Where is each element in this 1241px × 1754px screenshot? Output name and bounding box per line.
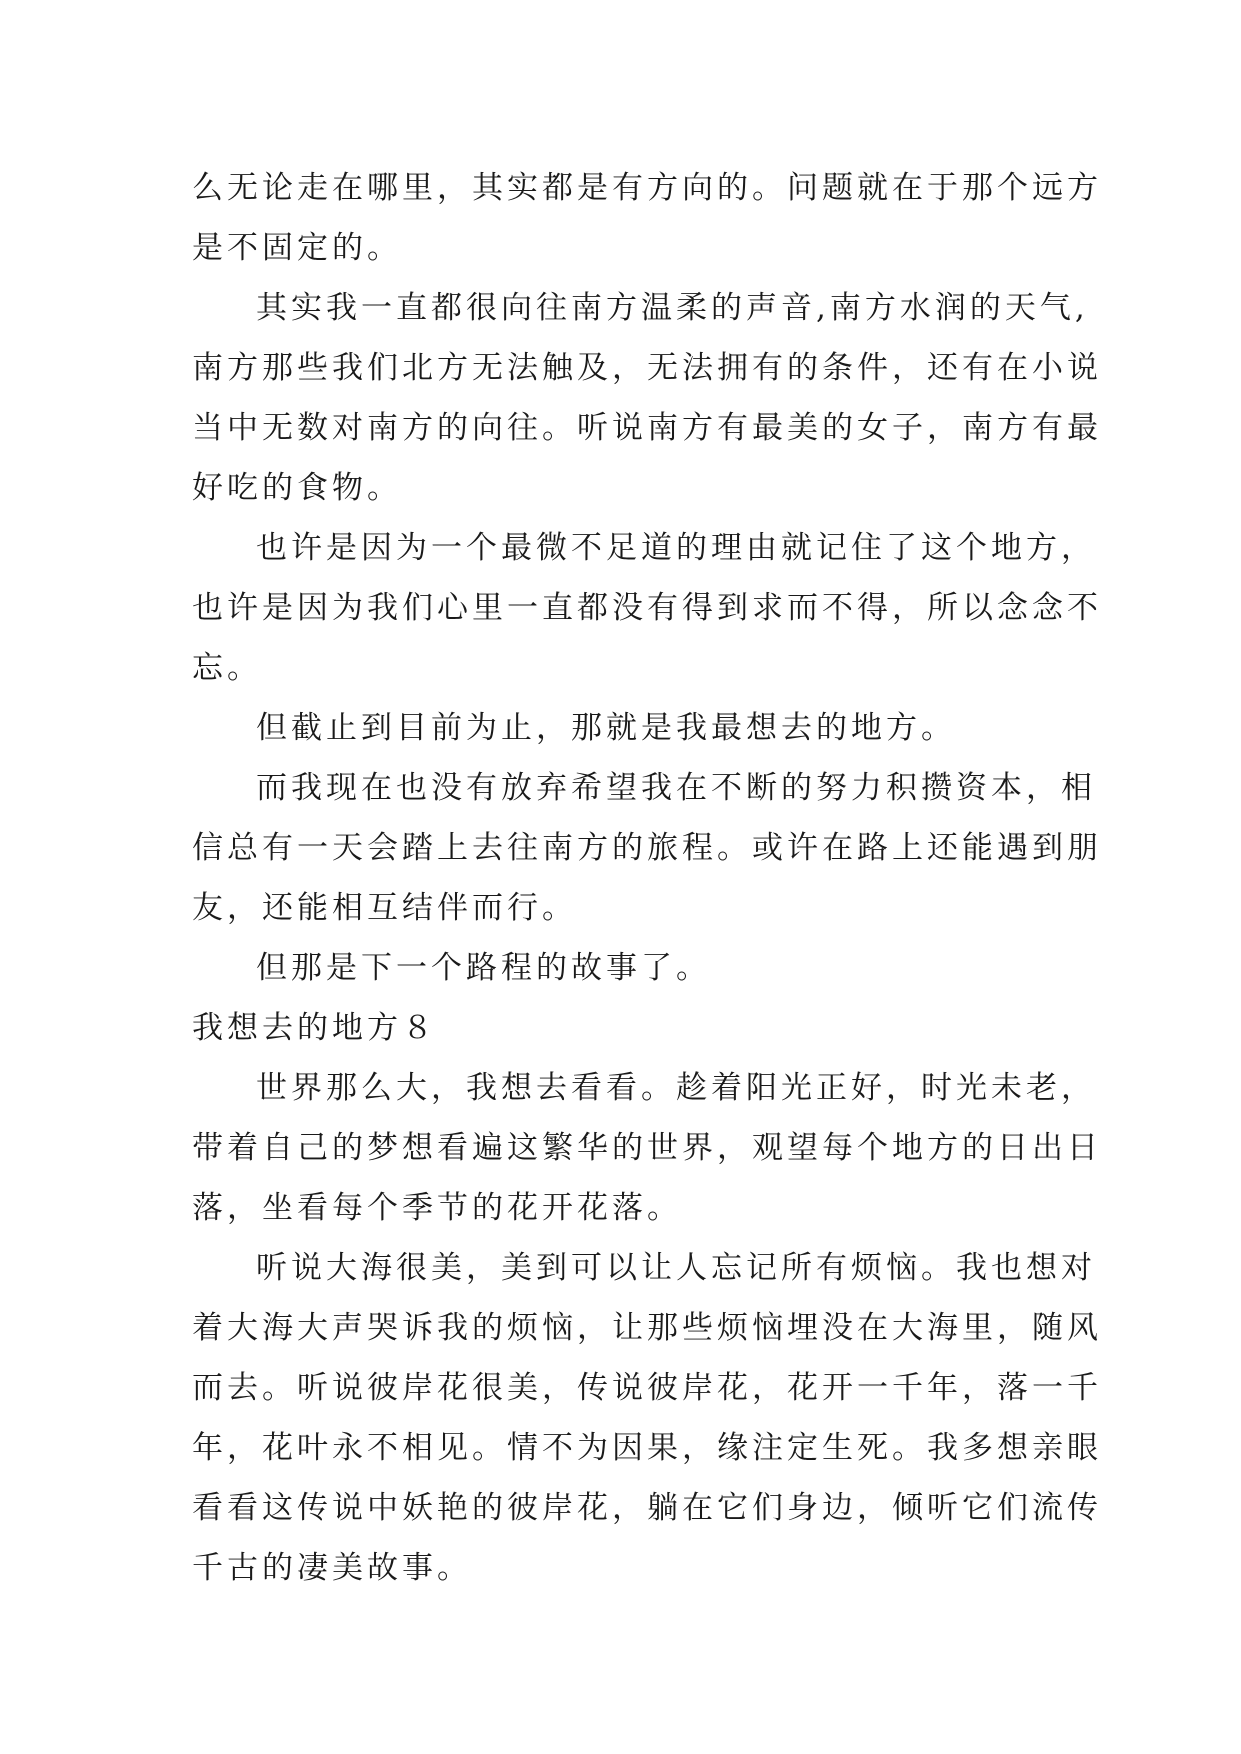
text-line: 但那是下一个路程的故事了。 — [256, 950, 711, 986]
text-line: 么无论走在哪里，其实都是有方向的。问题就在于那个远方 — [192, 170, 1102, 206]
text-line: 忘。 — [192, 650, 262, 686]
document-body — [192, 158, 1102, 1598]
text-line: 而我现在也没有放弃希望我在不断的努力积攒资本，相 — [256, 770, 1096, 806]
text-line: 友，还能相互结伴而行。 — [192, 890, 577, 926]
paragraph-6 — [192, 938, 1092, 998]
paragraph-4 — [192, 698, 1092, 758]
text-line: 是不固定的。 — [192, 230, 402, 266]
paragraph-3 — [192, 518, 1102, 698]
text-line: 信总有一天会踏上去往南方的旅程。或许在路上还能遇到朋 — [192, 830, 1102, 866]
text-line: 听说大海很美，美到可以让人忘记所有烦恼。我也想对 — [256, 1250, 1096, 1286]
text-line: 千古的凄美故事。 — [192, 1550, 472, 1586]
text-line: 着大海大声哭诉我的烦恼，让那些烦恼埋没在大海里，随风 — [192, 1310, 1102, 1346]
text-line: 世界那么大，我想去看看。趁着阳光正好，时光未老， — [256, 1070, 1096, 1106]
section-paragraph-1 — [192, 1058, 1102, 1238]
text-line: 也许是因为我们心里一直都没有得到求而不得，所以念念不 — [192, 590, 1102, 626]
text-line: 也许是因为一个最微不足道的理由就记住了这个地方， — [256, 530, 1096, 566]
text-line: 年，花叶永不相见。情不为因果，缘注定生死。我多想亲眼 — [192, 1430, 1102, 1466]
text-line: 但截止到目前为止，那就是我最想去的地方。 — [256, 710, 956, 746]
section-paragraph-2 — [192, 1238, 1102, 1598]
text-line: 当中无数对南方的向往。听说南方有最美的女子，南方有最 — [192, 410, 1102, 446]
paragraph-1 — [192, 158, 1102, 278]
text-line: 南方那些我们北方无法触及，无法拥有的条件，还有在小说 — [192, 350, 1102, 386]
text-line: 看看这传说中妖艳的彼岸花，躺在它们身边，倾听它们流传 — [192, 1490, 1102, 1526]
text-line: 其实我一直都很向往南方温柔的声音,南方水润的天气, — [256, 290, 1089, 326]
section-title: 我想去的地方８ — [192, 1010, 437, 1046]
text-line: 好吃的食物。 — [192, 470, 402, 506]
paragraph-5 — [192, 758, 1102, 938]
paragraph-2 — [192, 278, 1102, 518]
text-line: 带着自己的梦想看遍这繁华的世界，观望每个地方的日出日 — [192, 1130, 1102, 1166]
text-line: 而去。听说彼岸花很美，传说彼岸花，花开一千年，落一千 — [192, 1370, 1102, 1406]
text-line: 落，坐看每个季节的花开花落。 — [192, 1190, 682, 1226]
